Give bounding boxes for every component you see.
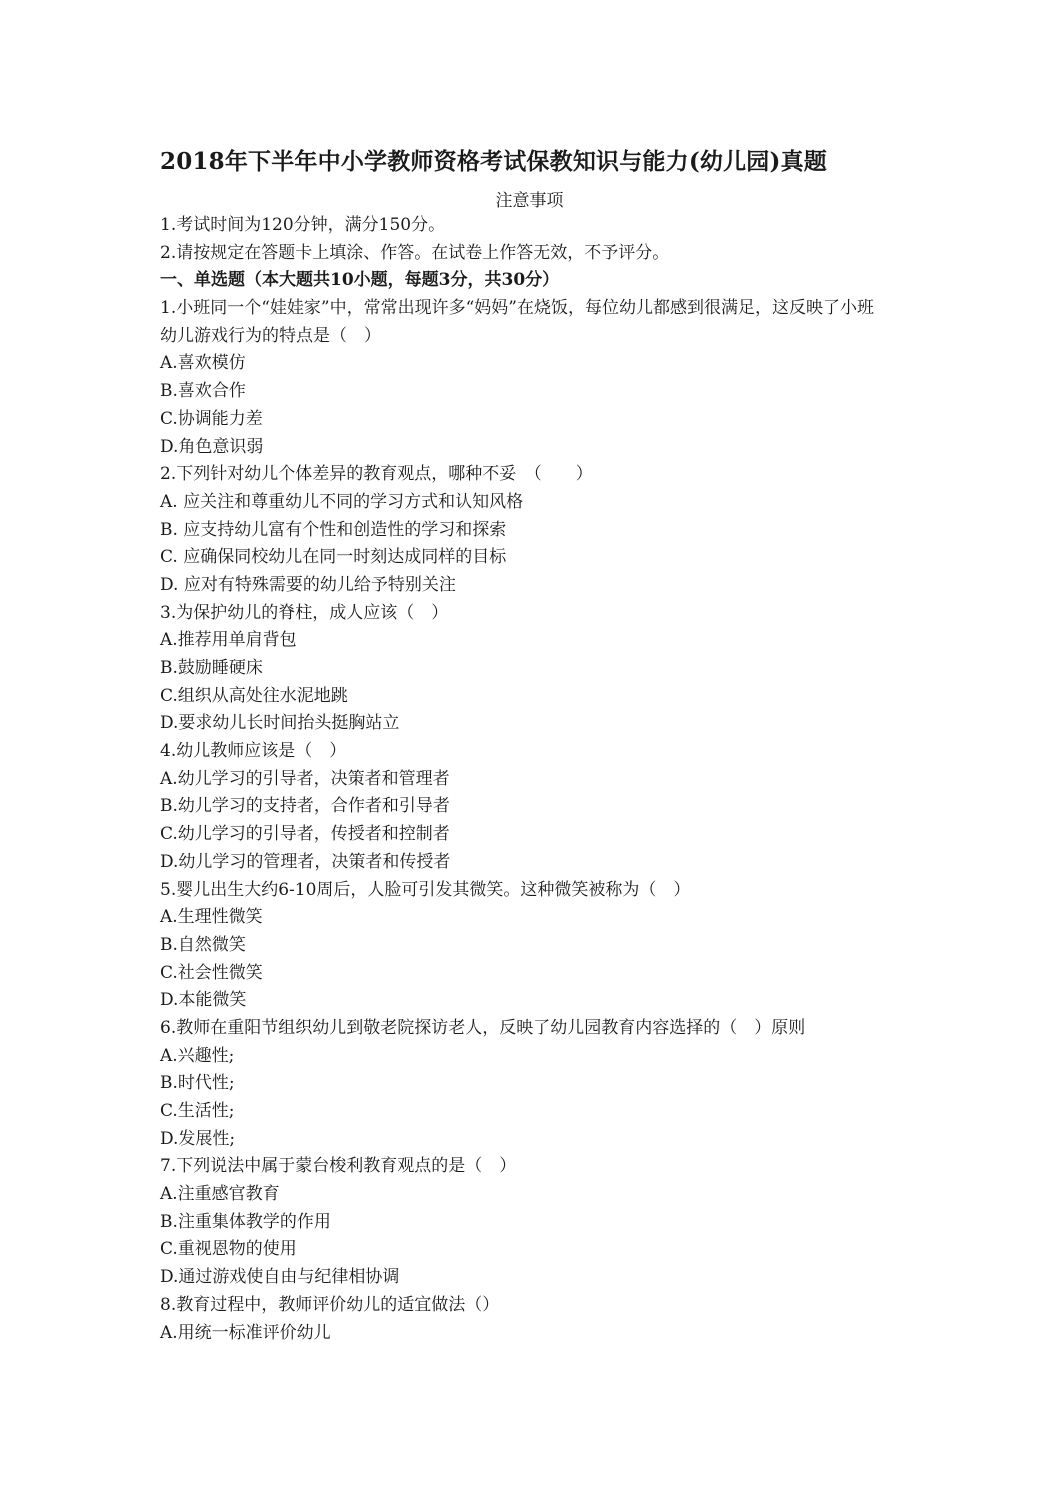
question-stem: 6.教师在重阳节组织幼儿到敬老院探访老人，反映了幼儿园教育内容选择的（ ）原则 [160, 1017, 806, 1038]
option-d: D.要求幼儿长时间抬头挺胸站立 [160, 713, 400, 734]
notice-heading: 注意事项 [495, 191, 564, 211]
question-4 [160, 738, 900, 876]
option-a: A.兴趣性; [160, 1045, 235, 1066]
option-d: D.幼儿学习的管理者，决策者和传授者 [160, 851, 451, 872]
question-stem: 8.教育过程中，教师评价幼儿的适宜做法（） [160, 1294, 500, 1315]
option-a: A.用统一标准评价幼儿 [160, 1322, 331, 1343]
note-2: 2.请按规定在答题卡上填涂、作答。在试卷上作答无效，不予评分。 [160, 242, 670, 263]
option-b: B.时代性; [160, 1073, 235, 1094]
option-b: B.自然微笑 [160, 934, 246, 955]
option-c: C.幼儿学习的引导者，传授者和控制者 [160, 824, 450, 845]
question-stem: 5.婴儿出生大约6-10周后，人脸可引发其微笑。这种微笑被称为（ ） [160, 879, 691, 900]
question-3 [160, 600, 900, 738]
question-7 [160, 1153, 900, 1291]
option-d: D.发展性; [160, 1128, 236, 1149]
option-c: C.重视恩物的使用 [160, 1239, 297, 1260]
option-b: B.幼儿学习的支持者，合作者和引导者 [160, 796, 450, 817]
option-b: B. 应支持幼儿富有个性和创造性的学习和探索 [160, 519, 507, 540]
question-stem: 3.为保护幼儿的脊柱，成人应该（ ） [160, 602, 449, 623]
option-c: C.生活性; [160, 1101, 235, 1122]
option-b: B.鼓励睡硬床 [160, 658, 263, 679]
question-stem: 1.小班同一个“娃娃家”中，常常出现许多“妈妈”在烧饭，每位幼儿都感到很满足，这反映了小班幼儿游戏行为的特点是（ ） [160, 298, 874, 346]
question-2 [160, 461, 900, 599]
option-c: C. 应确保同校幼儿在同一时刻达成同样的目标 [160, 547, 507, 568]
exam-title: 2018年下半年中小学教师资格考试保教知识与能力(幼儿园)真题 [160, 148, 827, 175]
section-heading: 一、单选题（本大题共10小题，每题3分，共30分） [160, 270, 560, 291]
option-d: D.本能微笑 [160, 990, 247, 1011]
option-b: B.喜欢合作 [160, 381, 246, 402]
option-a: A.注重感官教育 [160, 1184, 280, 1205]
option-b: B.注重集体教学的作用 [160, 1211, 331, 1232]
option-a: A.幼儿学习的引导者，决策者和管理者 [160, 768, 450, 789]
option-a: A. 应关注和尊重幼儿不同的学习方式和认知风格 [160, 491, 524, 512]
option-a: A.喜欢模仿 [160, 353, 246, 374]
option-c: C.协调能力差 [160, 408, 263, 429]
option-d: D. 应对有特殊需要的幼儿给予特别关注 [160, 574, 456, 595]
option-a: A.推荐用单肩背包 [160, 630, 297, 651]
exam-body [160, 212, 900, 1347]
option-d: D.通过游戏使自由与纪律相协调 [160, 1267, 400, 1288]
question-1 [160, 295, 900, 461]
option-c: C.社会性微笑 [160, 962, 263, 983]
note-1: 1.考试时间为120分钟，满分150分。 [160, 215, 446, 235]
question-stem: 7.下列说法中属于蒙台梭利教育观点的是（ ） [160, 1156, 517, 1177]
option-c: C.组织从高处往水泥地跳 [160, 685, 348, 706]
question-stem: 4.幼儿教师应该是（ ） [160, 741, 347, 762]
option-d: D.角色意识弱 [160, 436, 264, 457]
question-6 [160, 1015, 900, 1153]
question-5 [160, 877, 900, 1015]
question-stem: 2.下列针对幼儿个体差异的教育观点，哪种不妥 （ ） [160, 464, 593, 485]
question-8 [160, 1292, 900, 1347]
option-a: A.生理性微笑 [160, 907, 263, 928]
